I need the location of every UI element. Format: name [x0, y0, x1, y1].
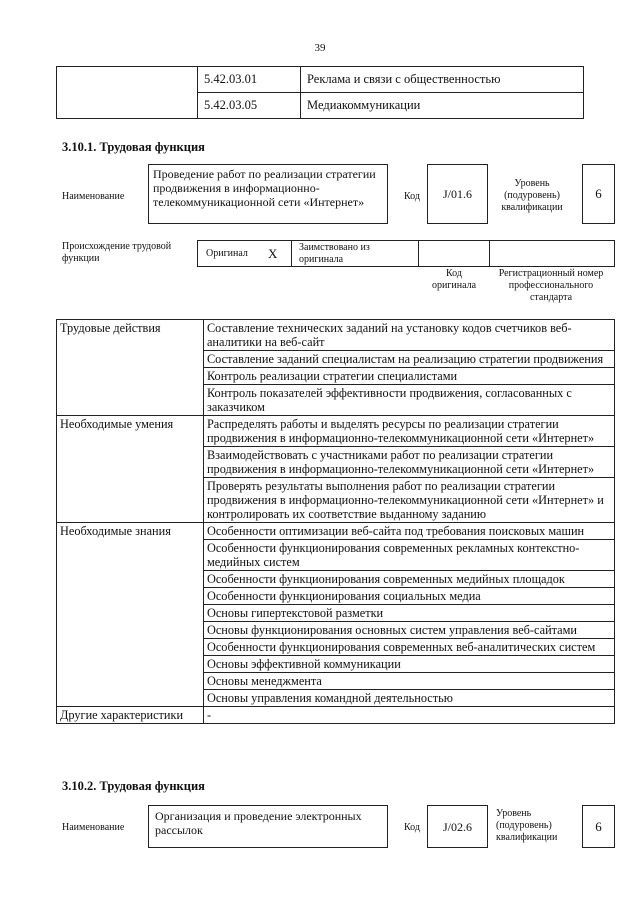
labor-action: Контроль реализации стратегии специалистами — [203, 368, 614, 385]
knowledge-item: Особенности функционирования современных веб-аналитических систем — [203, 639, 614, 656]
knowledge-item: Особенности функционирования современных рекламных контекстно-медийных систем — [203, 540, 614, 571]
knowledge-item: Основы гипертекстовой разметки — [203, 605, 614, 622]
labor-action: Составление заданий специалистам на реализацию стратегии продвижения — [203, 351, 614, 368]
original-label: Оригинал — [206, 248, 248, 259]
name-label: Наименование — [62, 822, 125, 833]
code-label: Код — [404, 822, 420, 833]
code-cell: 5.42.03.05 — [198, 93, 301, 119]
knowledge-item: Особенности функционирования социальных медиа — [203, 588, 614, 605]
code-caption: Код оригинала — [431, 268, 477, 291]
table-row — [57, 523, 615, 540]
table-row — [57, 416, 615, 447]
skills-label: Необходимые умения — [57, 416, 204, 523]
function-name-box: Проведение работ по реализации стратегии продвижения в информационно-телекоммуникационной сети «Интернет» — [148, 164, 388, 224]
section-heading: 3.10.1. Трудовая функция — [62, 140, 205, 154]
level-label: Уровень (подуровень) квалификации — [501, 178, 563, 213]
origin-label: Происхождение трудовой функции — [62, 241, 172, 264]
knowledge-item: Особенности функционирования современных медийных площадок — [203, 571, 614, 588]
table-row — [57, 67, 584, 93]
table-row — [57, 320, 615, 351]
table-row — [57, 707, 615, 724]
name-cell: Медиакоммуникации — [301, 93, 584, 119]
section-heading: 3.10.2. Трудовая функция — [62, 779, 205, 793]
labor-action: Составление технических заданий на установку кодов счетчиков веб-аналитики на веб-сайт — [203, 320, 614, 351]
function-name-box: Организация и проведение электронных рассылок — [148, 805, 388, 848]
page-number: 39 — [314, 42, 326, 54]
labor-actions-label: Трудовые действия — [57, 320, 204, 416]
name-cell: Реклама и связи с общественностью — [301, 67, 584, 93]
knowledge-label: Необходимые знания — [57, 523, 204, 707]
code-box: J/01.6 — [427, 164, 488, 224]
original-code-cell — [418, 241, 490, 266]
knowledge-item: Основы функционирования основных систем управления веб-сайтами — [203, 622, 614, 639]
code-label: Код — [404, 191, 420, 202]
knowledge-item: Основы менеджмента — [203, 673, 614, 690]
level-box: 6 — [582, 164, 615, 224]
reg-caption: Регистрационный номер профессионального стандарта — [498, 268, 604, 303]
code-cell: 5.42.03.01 — [198, 67, 301, 93]
level-label: Уровень (подуровень) квалификации — [496, 808, 558, 843]
skill: Распределять работы и выделять ресурсы по реализации стратегии продвижения в информационно-телекоммуникационной сети «Интернет» — [203, 416, 614, 447]
other-value: - — [203, 707, 614, 724]
labor-action: Контроль показателей эффективности продвижения, согласованных с заказчиком — [203, 385, 614, 416]
original-mark: X — [268, 246, 278, 261]
original-cell — [198, 241, 292, 266]
knowledge-item: Особенности оптимизации веб-сайта под требования поисковых машин — [203, 523, 614, 540]
skill: Проверять результаты выполнения работ по реализации стратегии продвижения в информационно-телекоммуникационной сети «Интернет» и контролировать их соответствие выданному заданию — [203, 478, 614, 523]
other-label: Другие характеристики — [57, 707, 204, 724]
knowledge-item: Основы управления командной деятельностью — [203, 690, 614, 707]
main-table — [56, 319, 615, 724]
name-label: Наименование — [62, 191, 125, 202]
borrowed-label: Заимствовано из оригинала — [299, 242, 370, 265]
level-box: 6 — [582, 805, 615, 848]
knowledge-item: Основы эффективной коммуникации — [203, 656, 614, 673]
code-box: J/02.6 — [427, 805, 488, 848]
origin-box — [197, 240, 615, 267]
skill: Взаимодействовать с участниками работ по реализации стратегии продвижения в информационно-телекоммуникационной сети «Интернет» — [203, 447, 614, 478]
top-table — [56, 66, 584, 119]
empty-cell — [57, 67, 198, 119]
